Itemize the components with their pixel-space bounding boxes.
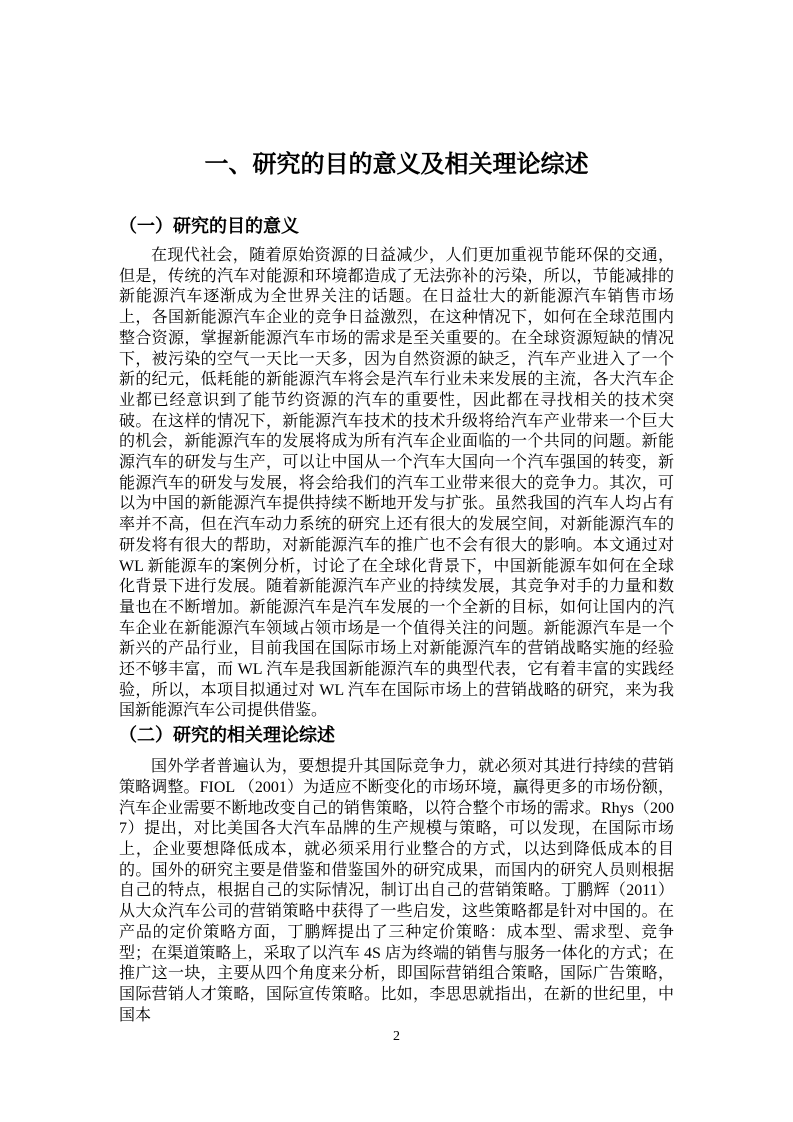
- section-heading-1: （一）研究的目的意义: [119, 216, 299, 236]
- document-title: 一、研究的目的意义及相关理论综述: [204, 151, 589, 178]
- page-number: 2: [393, 1029, 400, 1044]
- section-2-paragraph: 国外学者普遍认为，要想提升其国际竞争力，就必须对其进行持续的营销策略调整。FIOL （2001）为适应不断变化的市场环境，赢得更多的市场份额，汽车企业需要不断地改变自己的销售策略，以符合整个市场的需求。Rhys（2007）提出，对比美国各大汽车品牌的生产规模与策略，可以发现，在国际市场上，企业要想降低成本，就必须采用行业整合的方式，以达到降低成本的目的。国外的研究主要是借鉴和借鉴国外的研究成果，而国内的研究人员则根据自己的特点，根据自己的实际情况，制订出自己的营销策略。丁鹏辉（2011）从大众汽车公司的营销策略中获得了一些启发，这些策略都是针对中国的。在产品的定价策略方面，丁鹏辉提出了三种定价策略：成本型、需求型、竞争型；在渠道策略上，采取了以汽车 4S 店为终端的销售与服务一体化的方式；在推广这一块，主要从四个角度来分析，即国际营销组合策略，国际广告策略，国际营销人才策略，国际宣传策略。比如，李思思就指出，在新的世纪里，中国本: [119, 758, 674, 1024]
- section-1-paragraph: 在现代社会，随着原始资源的日益减少，人们更加重视节能环保的交通，但是，传统的汽车对能源和环境都造成了无法弥补的污染，所以，节能减排的新能源汽车逐渐成为全世界关注的话题。在日益壮大的新能源汽车销售市场上，各国新能源汽车企业的竞争日益激烈，在这种情况下，如何在全球范围内整合资源，掌握新能源汽车市场的需求是至关重要的。在全球资源短缺的情况下，被污染的空气一天比一天多，因为自然资源的缺乏，汽车产业进入了一个新的纪元，低耗能的新能源汽车将会是汽车行业未来发展的主流，各大汽车企业都已经意识到了能节约资源的汽车的重要性，因此都在寻找相关的技术突破。在这样的情况下，新能源汽车技术的技术升级将给汽车产业带来一个巨大的机会，新能源汽车的发展将成为所有汽车企业面临的一个共同的问题。新能源汽车的研发与生产，可以让中国从一个汽车大国向一个汽车强国的转变，新能源汽车的研发与发展，将会给我们的汽车工业带来很大的竞争力。其次，可以为中国的新能源汽车提供持续不断地开发与扩张。虽然我国的汽车人均占有率并不高，但在汽车动力系统的研究上还有很大的发展空间，对新能源汽车的研发将有很大的帮助，对新能源汽车的推广也不会有很大的影响。本文通过对 WL 新能源车的案例分析，讨论了在全球化背景下，中国新能源车如何在全球化背景下进行发展。随着新能源汽车产业的持续发展，其竞争对手的力量和数量也在不断增加。新能源汽车是汽车发展的一个全新的目标，如何让国内的汽车企业在新能源汽车领域占领市场是一个值得关注的问题。新能源汽车是一个新兴的产品行业，目前我国在国际市场上对新能源汽车的营销战略实施的经验还不够丰富，而 WL 汽车是我国新能源汽车的典型代表，它有着丰富的实践经验，所以，本项目拟通过对 WL 汽车在国际市场上的营销战略的研究，来为我国新能源汽车公司提供借鉴。: [119, 247, 674, 720]
- document-content: [119, 150, 674, 1026]
- section-heading-2: （二）研究的相关理论综述: [119, 725, 335, 746]
